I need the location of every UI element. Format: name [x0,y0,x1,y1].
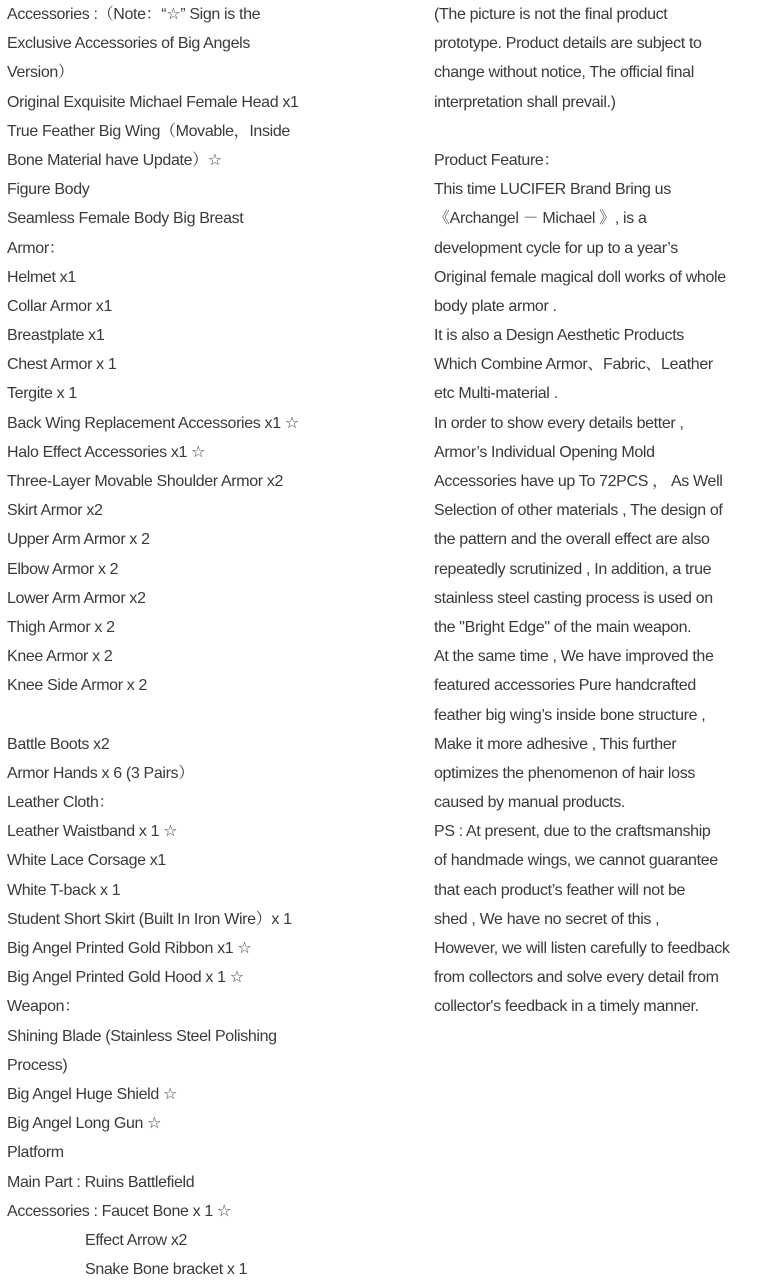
accessory-text-line: Elbow Armor x 2 [7,560,119,578]
accessory-text-line: Skirt Armor x2 [7,502,103,520]
feature-text-line: the pattern and the overall effect are also [434,531,710,549]
accessory-text-line: Big Angel Huge Shield ☆ [7,1085,177,1103]
accessory-text-line: Effect Arrow x2 [85,1231,188,1249]
accessory-text-line: Halo Effect Accessories x1 ☆ [7,443,206,461]
accessory-text-line: Version） [7,64,74,82]
accessory-text-line: Platform [7,1144,64,1162]
accessory-text-line: Big Angel Printed Gold Hood x 1 ☆ [7,969,244,987]
accessory-text-line: Original Exquisite Michael Female Head x1 [7,93,299,111]
feature-text-line: However, we will listen carefully to feedback [434,940,730,957]
accessory-text-line: White Lace Corsage x1 [7,852,166,870]
feature-text-line: Accessories have up To 72PCS ， As Well [434,473,723,490]
accessory-text-line: Big Angel Long Gun ☆ [7,1115,162,1133]
feature-text-line: from collectors and solve every detail from [434,969,719,987]
feature-text-line: change without notice, The official final [434,64,694,82]
accessory-text-line: Lower Arm Armor x2 [7,589,146,607]
feature-text-line: It is also a Design Aesthetic Products [434,327,684,345]
accessory-text-line [7,701,417,730]
feature-text-line: the "Bright Edge" of the main weapon. [434,618,692,636]
feature-text-line: In order to show every details better , [434,414,684,432]
feature-text-line: shed , We have no secret of this , [434,910,660,928]
feature-text-line: Selection of other materials , The design of [434,502,723,520]
accessory-text-line: Process) [7,1056,68,1074]
feature-text-line [434,117,754,146]
feature-text-line: prototype. Product details are subject to [434,35,702,53]
accessory-text-line: Figure Body [7,181,90,199]
accessory-text-line: Leather Cloth： [7,794,115,812]
accessory-text-line: Knee Side Armor x 2 [7,677,148,695]
feature-text-line: repeatedly scrutinized , In addition, a true [434,560,712,578]
feature-text-line: Make it more adhesive , This further [434,735,677,753]
accessory-text-line: Big Angel Printed Gold Ribbon x1 ☆ [7,940,252,957]
accessory-text-line: Seamless Female Body Big Breast [7,210,244,228]
feature-text-line: Product Feature： [434,151,560,169]
accessory-text-line: Helmet x1 [7,268,76,286]
accessories-list-column [7,0,417,1284]
accessory-text-line: Shining Blade (Stainless Steel Polishing [7,1027,277,1045]
feature-text-line: feather big wing’s inside bone structure , [434,706,706,724]
accessory-text-line: Bone Material have Update）☆ [7,151,222,169]
feature-text-line: This time LUCIFER Brand Bring us [434,181,671,199]
accessory-text-line: Snake Bone bracket x 1 [85,1261,248,1279]
accessory-text-line: Back Wing Replacement Accessories x1 ☆ [7,414,299,432]
feature-text-line: body plate armor . [434,297,557,315]
feature-text-line: caused by manual products. [434,794,626,812]
feature-text-line: 《Archangel － Michael 》, is a [434,210,647,228]
accessory-text-line: Upper Arm Armor x 2 [7,531,150,549]
accessory-text-line: Tergite x 1 [7,385,77,403]
feature-text-line: optimizes the phenomenon of hair loss [434,764,695,782]
accessory-text-line: Main Part : Ruins Battlefield [7,1173,195,1191]
product-feature-column [434,0,754,1022]
accessory-text-line: Armor Hands x 6 (3 Pairs） [7,764,194,782]
accessory-text-line: Accessories :（Note：“☆” Sign is the [7,6,261,23]
feature-text-line: stainless steel casting process is used on [434,589,713,607]
accessory-text-line: Thigh Armor x 2 [7,618,115,636]
feature-text-line: Original female magical doll works of whole [434,268,726,286]
feature-text-line: development cycle for up to a year’s [434,239,678,257]
feature-text-line: collector's feedback in a timely manner. [434,998,699,1016]
accessory-text-line: Armor： [7,239,65,257]
accessory-text-line: White T-back x 1 [7,881,121,899]
feature-text-line: PS : At present, due to the craftsmanship [434,823,711,841]
accessory-text-line: Collar Armor x1 [7,297,113,315]
feature-text-line: Armor’s Individual Opening Mold [434,443,655,461]
feature-text-line: etc Multi-material . [434,385,558,403]
accessory-text-line: Battle Boots x2 [7,735,110,753]
accessory-text-line: True Feather Big Wing（Movable，Inside [7,122,290,140]
feature-text-line: Which Combine Armor、Fabric、Leather [434,356,713,374]
feature-text-line: featured accessories Pure handcrafted [434,677,696,695]
feature-text-line: At the same time , We have improved the [434,648,714,666]
feature-text-line: (The picture is not the final product [434,6,668,23]
accessory-text-line: Exclusive Accessories of Big Angels [7,35,250,53]
accessory-text-line: Chest Armor x 1 [7,356,117,374]
accessory-text-line: Accessories : Faucet Bone x 1 ☆ [7,1202,232,1220]
accessory-text-line: Three-Layer Movable Shoulder Armor x2 [7,473,284,490]
accessory-text-line: Knee Armor x 2 [7,648,113,666]
feature-text-line: of handmade wings, we cannot guarantee [434,852,718,870]
feature-text-line: that each product’s feather will not be [434,881,686,899]
feature-text-line: interpretation shall prevail.) [434,93,616,111]
accessory-text-line: Leather Waistband x 1 ☆ [7,823,178,841]
accessory-text-line: Student Short Skirt (Built In Iron Wire）x 1 [7,910,292,928]
accessory-text-line: Weapon： [7,998,80,1016]
accessory-text-line: Breastplate x1 [7,327,105,345]
